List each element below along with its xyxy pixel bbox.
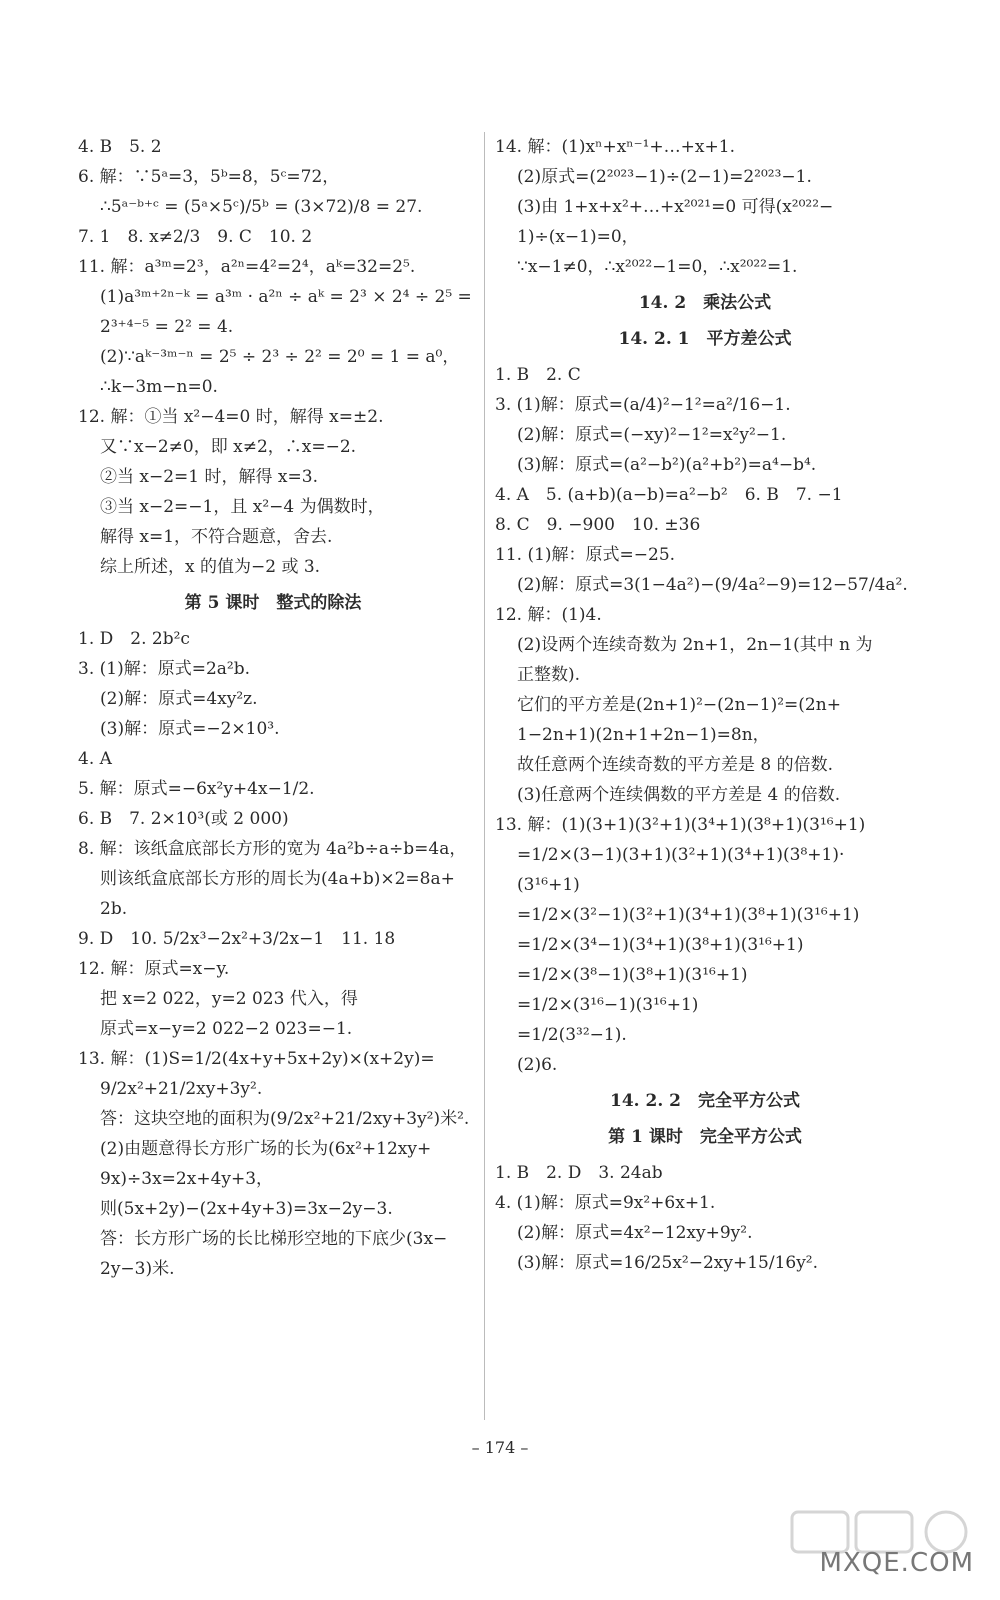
answer-line: 1. B 2. D 3. 24ab	[495, 1163, 663, 1183]
answer-line: 6. 解：∵5ᵃ=3，5ᵇ=8，5ᶜ=72，	[78, 167, 340, 187]
answer-line: (2)6.	[517, 1055, 558, 1075]
answer-line: 3. (1)解：原式=2a²b.	[78, 659, 251, 679]
section-heading: 14. 2. 1 平方差公式	[618, 329, 792, 349]
section-heading: 第 1 课时 完全平方公式	[608, 1127, 802, 1147]
answer-line: 解得 x=1，不符合题意，舍去.	[100, 527, 333, 547]
answer-line: (3)解：原式=(a²−b²)(a²+b²)=a⁴−b⁴.	[517, 455, 817, 475]
answer-line: 1. D 2. 2b²c	[78, 629, 190, 649]
answer-line: 1. B 2. C	[495, 365, 581, 385]
answer-line: ∵x−1≠0，∴x²⁰²²−1=0，∴x²⁰²²=1.	[517, 257, 798, 277]
answer-line: 13. 解：(1)(3+1)(3²+1)(3⁴+1)(3⁸+1)(3¹⁶+1)	[495, 815, 866, 835]
answer-line: =1/2(3³²−1).	[517, 1025, 627, 1045]
answer-line: (2)解：原式=3(1−4a²)−(9/4a²−9)=12−57/4a².	[517, 575, 908, 595]
answer-line: 正整数).	[517, 665, 581, 685]
answer-line: (2)解：原式=4xy²z.	[100, 689, 258, 709]
answer-line: 14. 解：(1)xⁿ+xⁿ⁻¹+…+x+1.	[495, 137, 735, 157]
answer-line: (3)解：原式=16/25x²−2xy+15/16y².	[517, 1253, 819, 1273]
answer-line: ③当 x−2=−1，且 x²−4 为偶数时，	[100, 497, 385, 517]
answer-line: (2)∵aᵏ⁻³ᵐ⁻ⁿ = 2⁵ ÷ 2³ ÷ 2² = 2⁰ = 1 = a⁰，	[100, 347, 460, 367]
answer-line: 7. 1 8. x≠2/3 9. C 10. 2	[78, 227, 313, 247]
answer-line: 答：这块空地的面积为(9/2x²+21/2xy+3y²)米².	[100, 1109, 470, 1129]
answer-line: 故任意两个连续奇数的平方差是 8 的倍数.	[517, 755, 834, 775]
answer-line: (3¹⁶+1)	[517, 875, 580, 895]
page-number: – 174 –	[471, 1438, 529, 1457]
right-column	[495, 132, 915, 1278]
answer-line: 把 x=2 022，y=2 023 代入，得	[100, 989, 358, 1009]
answer-line: 4. B 5. 2	[78, 137, 162, 157]
answer-line: (2)由题意得长方形广场的长为(6x²+12xy+	[100, 1139, 432, 1159]
answer-line: 答：长方形广场的长比梯形空地的下底少(3x−	[100, 1229, 448, 1249]
answer-line: 5. 解：原式=−6x²y+4x−1/2.	[78, 779, 315, 799]
answer-line: (3)任意两个连续偶数的平方差是 4 的倍数.	[517, 785, 841, 805]
answer-line: ∴5ᵃ⁻ᵇ⁺ᶜ = (5ᵃ×5ᶜ)/5ᵇ = (3×72)/8 = 27.	[100, 197, 423, 217]
answer-line: 11. 解：a³ᵐ=2³，a²ⁿ=4²=2⁴，aᵏ=32=2⁵.	[78, 257, 416, 277]
answer-line: =1/2×(3⁸−1)(3⁸+1)(3¹⁶+1)	[517, 965, 748, 985]
answer-line: =1/2×(3²−1)(3²+1)(3⁴+1)(3⁸+1)(3¹⁶+1)	[517, 905, 860, 925]
answer-line: 11. (1)解：原式=−25.	[495, 545, 676, 565]
answer-line: (2)原式=(2²⁰²³−1)÷(2−1)=2²⁰²³−1.	[517, 167, 812, 187]
answer-line: =1/2×(3−1)(3+1)(3²+1)(3⁴+1)(3⁸+1)·	[517, 845, 845, 865]
answer-line: 9/2x²+21/2xy+3y².	[100, 1079, 263, 1099]
answer-line: 1)÷(x−1)=0，	[517, 227, 639, 247]
answer-line: (3)解：原式=−2×10³.	[100, 719, 280, 739]
answer-line: 12. 解：(1)4.	[495, 605, 602, 625]
answer-line: 9. D 10. 5/2x³−2x²+3/2x−1 11. 18	[78, 929, 396, 949]
answer-line: =1/2×(3⁴−1)(3⁴+1)(3⁸+1)(3¹⁶+1)	[517, 935, 804, 955]
answer-line: 6. B 7. 2×10³(或 2 000)	[78, 809, 289, 829]
answer-line: 综上所述，x 的值为−2 或 3.	[100, 557, 321, 577]
answer-line: (1)a³ᵐ⁺²ⁿ⁻ᵏ = a³ᵐ · a²ⁿ ÷ aᵏ = 2³ × 2⁴ ÷ 2⁵ =	[100, 287, 472, 307]
answer-line: (2)解：原式=(−xy)²−1²=x²y²−1.	[517, 425, 787, 445]
answer-line: ∴k−3m−n=0.	[100, 377, 218, 397]
left-column	[78, 132, 472, 1284]
watermark-text: MXQE.COM	[819, 1548, 974, 1578]
answer-line: 2y−3)米.	[100, 1259, 175, 1279]
answer-line: 3. (1)解：原式=(a/4)²−1²=a²/16−1.	[495, 395, 791, 415]
answer-line: 12. 解：原式=x−y.	[78, 959, 230, 979]
answer-line: 它们的平方差是(2n+1)²−(2n−1)²=(2n+	[517, 695, 841, 715]
answer-line: (3)由 1+x+x²+…+x²⁰²¹=0 可得(x²⁰²²−	[517, 197, 834, 217]
answer-line: (2)解：原式=4x²−12xy+9y².	[517, 1223, 753, 1243]
answer-line: 原式=x−y=2 022−2 023=−1.	[100, 1019, 353, 1039]
answer-line: 9x)÷3x=2x+4y+3，	[100, 1169, 274, 1189]
answer-line: 8. 解：该纸盒底部长方形的宽为 4a²b÷a÷b=4a，	[78, 839, 467, 859]
answer-line: 则该纸盒底部长方形的周长为(4a+b)×2=8a+	[100, 869, 455, 889]
answer-line: =1/2×(3¹⁶−1)(3¹⁶+1)	[517, 995, 699, 1015]
answer-line: 8. C 9. −900 10. ±36	[495, 515, 701, 535]
answer-line: 4. A	[78, 749, 112, 769]
answer-line: 12. 解：①当 x²−4=0 时，解得 x=±2.	[78, 407, 384, 427]
answer-line: 1−2n+1)(2n+1+2n−1)=8n，	[517, 725, 770, 745]
answer-line: 则(5x+2y)−(2x+4y+3)=3x−2y−3.	[100, 1199, 393, 1219]
answer-line: ②当 x−2=1 时，解得 x=3.	[100, 467, 318, 487]
answer-line: (2)设两个连续奇数为 2n+1，2n−1(其中 n 为	[517, 635, 873, 655]
answer-line: 4. (1)解：原式=9x²+6x+1.	[495, 1193, 716, 1213]
answer-line: 又∵x−2≠0，即 x≠2，∴x=−2.	[100, 437, 357, 457]
section-heading: 14. 2 乘法公式	[638, 293, 772, 313]
answer-line: 4. A 5. (a+b)(a−b)=a²−b² 6. B 7. −1	[495, 485, 843, 505]
column-divider	[484, 132, 485, 1420]
section-heading: 第 5 课时 整式的除法	[184, 593, 362, 613]
section-heading: 14. 2. 2 完全平方公式	[610, 1091, 800, 1111]
answer-line: 2³⁺⁴⁻⁵ = 2² = 4.	[100, 317, 234, 337]
answer-line: 2b.	[100, 899, 128, 919]
answer-line: 13. 解：(1)S=1/2(4x+y+5x+2y)×(x+2y)=	[78, 1049, 435, 1069]
